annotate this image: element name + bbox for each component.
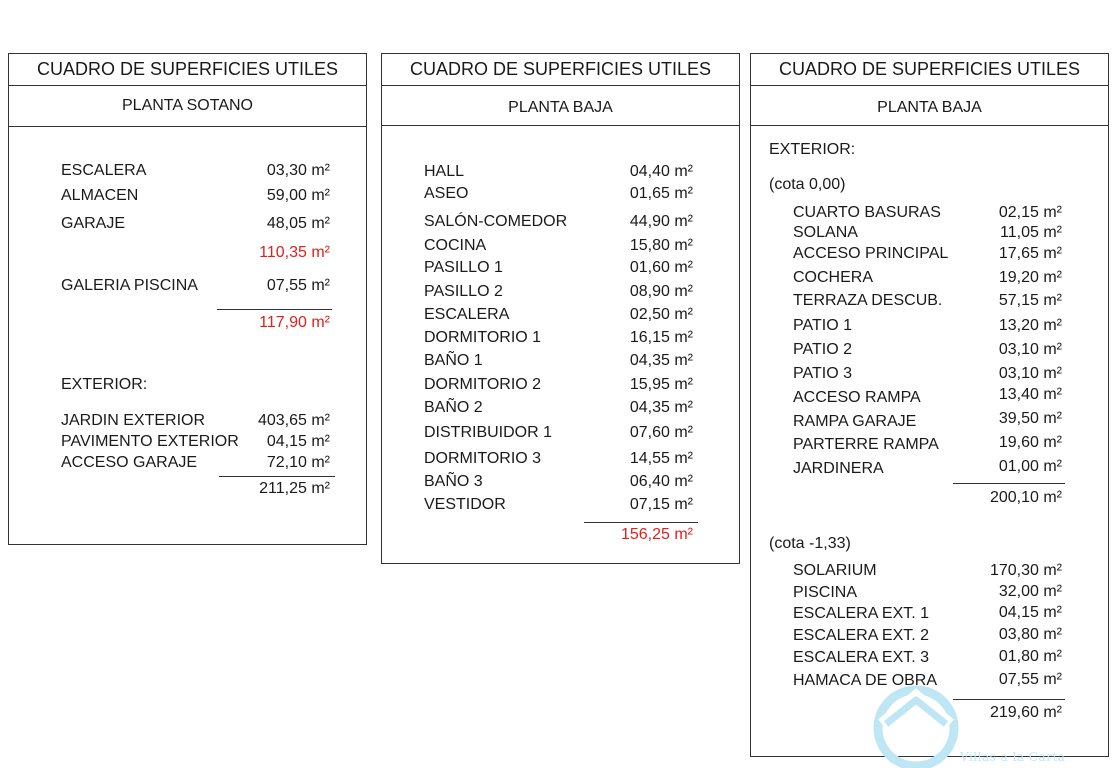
panel-planta-sotano (8, 53, 367, 545)
row-label: TERRAZA DESCUB. (793, 292, 943, 309)
panel-subtitle: PLANTA SOTANO (9, 85, 366, 127)
row-value: 13,40 m² (998, 386, 1062, 403)
row-value: 06,40 m² (629, 473, 693, 490)
total-value: 156,25 m² (620, 526, 693, 543)
row-label: PAVIMENTO EXTERIOR (61, 433, 239, 450)
panel-title: CUADRO DE SUPERFICIES UTILES (751, 54, 1108, 86)
row-label: ESCALERA (61, 162, 147, 179)
row-label: JARDIN EXTERIOR (61, 412, 206, 429)
row-value: 03,30 m² (266, 162, 330, 179)
exterior-total-value: 211,25 m² (259, 480, 330, 497)
row-label: ESCALERA EXT. 2 (793, 627, 930, 644)
total-rule (217, 309, 332, 310)
exterior-heading: EXTERIOR: (769, 141, 856, 158)
row-value: 04,35 m² (629, 399, 693, 416)
exterior-total-rule (219, 476, 335, 477)
group-total-value: 219,60 m² (989, 704, 1062, 721)
row-label: GARAJE (61, 215, 126, 232)
row-label: PISCINA (793, 584, 858, 601)
row-value: 07,60 m² (629, 424, 693, 441)
row-label: DORMITORIO 3 (424, 450, 542, 467)
row-label: ASEO (424, 185, 469, 202)
row-label: ESCALERA (424, 306, 510, 323)
group-heading: (cota 0,00) (769, 176, 846, 193)
row-value: 07,15 m² (629, 496, 693, 513)
row-label: COCINA (424, 237, 487, 254)
row-label: ESCALERA EXT. 1 (793, 605, 930, 622)
row-label: GALERIA PISCINA (61, 277, 198, 294)
total-value: 117,90 m² (259, 314, 330, 331)
row-value: 32,00 m² (998, 583, 1062, 600)
row-value: 08,90 m² (629, 283, 693, 300)
row-value: 16,15 m² (629, 329, 693, 346)
panel-subtitle: PLANTA BAJA (382, 85, 739, 126)
row-label: SOLARIUM (793, 562, 877, 579)
row-value: 02,15 m² (998, 204, 1062, 221)
row-value: 13,20 m² (998, 317, 1062, 334)
row-label: CUARTO BASURAS (793, 204, 941, 221)
panel-title: CUADRO DE SUPERFICIES UTILES (9, 54, 366, 86)
row-value: 403,65 m² (257, 412, 330, 429)
row-value: 01,00 m² (998, 458, 1062, 475)
exterior-heading: EXTERIOR: (61, 376, 148, 393)
row-value: 01,80 m² (998, 648, 1062, 665)
total-rule (584, 522, 698, 523)
row-label: DORMITORIO 2 (424, 376, 542, 393)
row-label: PARTERRE RAMPA (793, 436, 939, 453)
row-label: PATIO 3 (793, 365, 852, 382)
row-value: 01,65 m² (629, 185, 693, 202)
row-value: 170,30 m² (989, 562, 1062, 579)
row-label: ACCESO GARAJE (61, 454, 198, 471)
row-label: RAMPA GARAJE (793, 413, 917, 430)
row-value: 19,20 m² (998, 269, 1062, 286)
row-label: ACCESO PRINCIPAL (793, 245, 949, 262)
panel-subtitle: PLANTA BAJA (751, 85, 1108, 126)
row-value: 01,60 m² (629, 259, 693, 276)
group-heading: (cota -1,33) (769, 535, 851, 552)
row-label: PASILLO 1 (424, 259, 503, 276)
row-value: 19,60 m² (998, 434, 1062, 451)
panel-planta-baja-exterior (750, 53, 1109, 757)
row-value: 57,15 m² (998, 292, 1062, 309)
subtotal-value: 110,35 m² (259, 244, 330, 261)
row-label: PATIO 2 (793, 341, 852, 358)
row-label: BAÑO 3 (424, 473, 483, 490)
row-value: 14,55 m² (629, 450, 693, 467)
row-label: ACCESO RAMPA (793, 389, 921, 406)
row-value: 11,05 m² (1000, 224, 1062, 241)
row-label: PATIO 1 (793, 317, 852, 334)
row-value: 04,15 m² (998, 604, 1062, 621)
row-label: BAÑO 2 (424, 399, 483, 416)
row-label: SALÓN-COMEDOR (424, 213, 568, 230)
row-label: VESTIDOR (424, 496, 506, 513)
row-value: 07,55 m² (998, 671, 1062, 688)
panel-planta-baja-interior (381, 53, 740, 564)
row-label: PASILLO 2 (424, 283, 503, 300)
row-label: HALL (424, 163, 465, 180)
row-label: SOLANA (793, 224, 858, 241)
row-label: ALMACEN (61, 187, 139, 204)
row-value: 04,35 m² (629, 352, 693, 369)
row-value: 48,05 m² (266, 215, 330, 232)
row-value: 44,90 m² (629, 213, 693, 230)
row-label: DORMITORIO 1 (424, 329, 542, 346)
row-value: 03,80 m² (998, 626, 1062, 643)
panel-title: CUADRO DE SUPERFICIES UTILES (382, 54, 739, 86)
row-value: 15,95 m² (629, 376, 693, 393)
group-total-value: 200,10 m² (989, 489, 1062, 506)
row-value: 17,65 m² (998, 245, 1062, 262)
row-value: 39,50 m² (998, 410, 1062, 427)
row-value: 15,80 m² (629, 237, 693, 254)
row-label: COCHERA (793, 269, 874, 286)
row-value: 72,10 m² (266, 454, 330, 471)
row-value: 04,40 m² (629, 163, 693, 180)
row-value: 03,10 m² (998, 365, 1062, 382)
row-label: HAMACA DE OBRA (793, 672, 938, 689)
row-label: ESCALERA EXT. 3 (793, 649, 930, 666)
row-value: 03,10 m² (998, 341, 1062, 358)
row-value: 59,00 m² (266, 187, 330, 204)
row-value: 04,15 m² (266, 433, 330, 450)
row-value: 07,55 m² (266, 277, 330, 294)
row-label: DISTRIBUIDOR 1 (424, 424, 553, 441)
row-label: JARDINERA (793, 460, 884, 477)
group-total-rule (953, 483, 1065, 484)
watermark-text: Villas a la Carta (960, 750, 1066, 764)
row-label: BAÑO 1 (424, 352, 483, 369)
row-value: 02,50 m² (629, 306, 693, 323)
